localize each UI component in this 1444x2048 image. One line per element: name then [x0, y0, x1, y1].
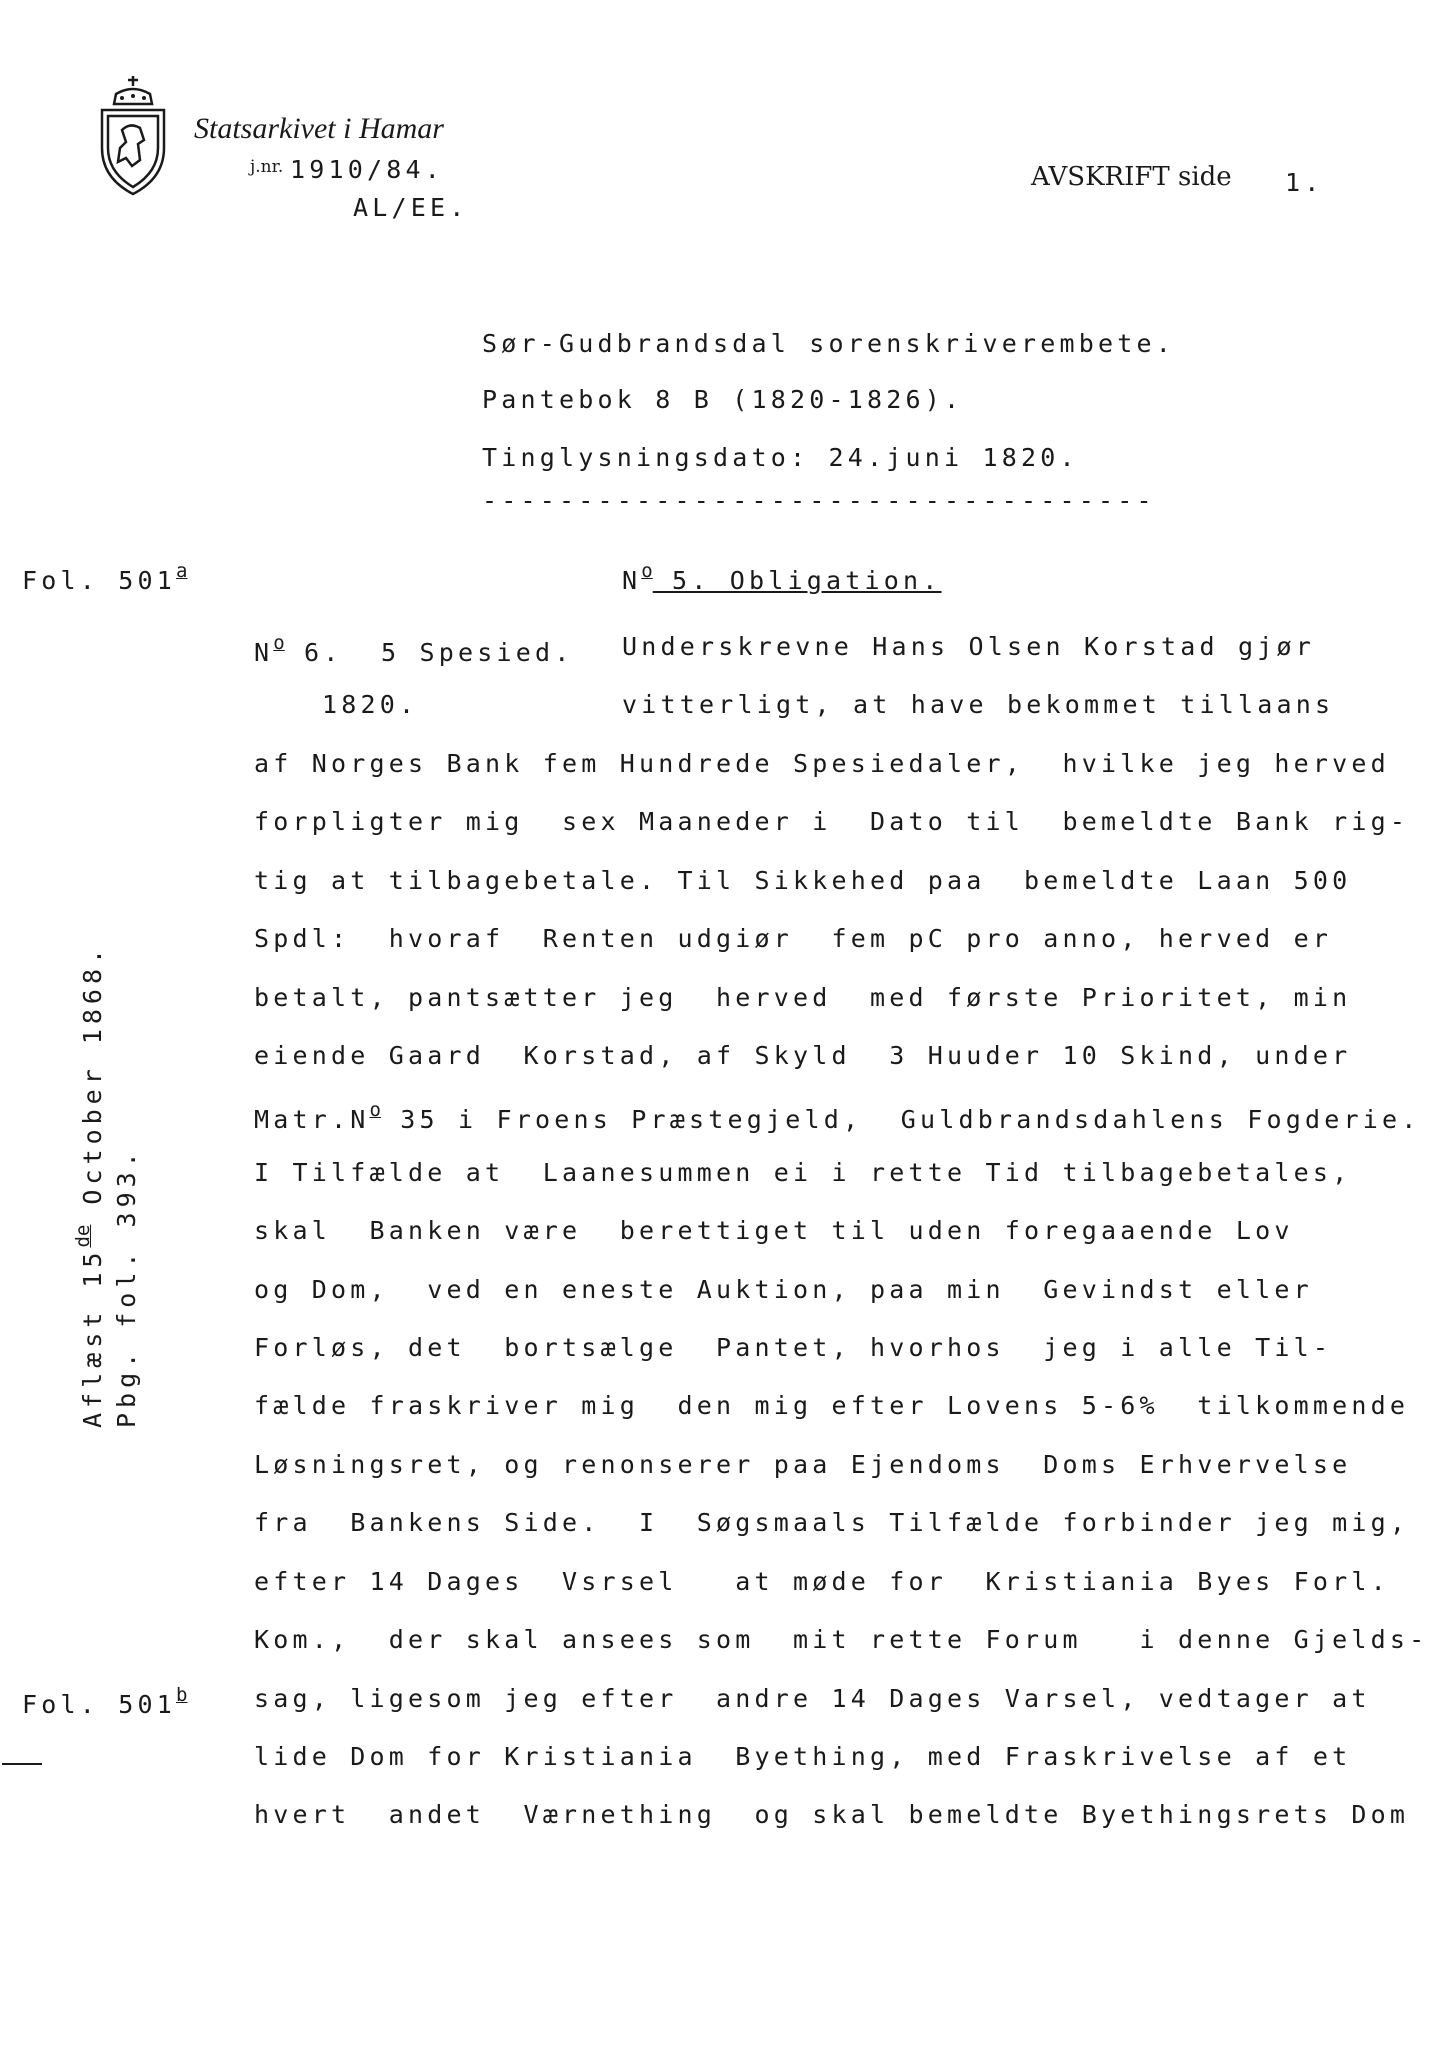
aflaest-pre: Aflæst 15 — [78, 1247, 107, 1428]
body-line: Forløs, det bortsælge Pantet, hvorhos jeg i alle Til- — [254, 1333, 1333, 1362]
page-number: 1. — [1285, 168, 1324, 197]
coat-of-arms-icon — [96, 70, 170, 200]
body-line: sag, ligesom jeg efter andre 14 Dages Varsel, vedtager at — [254, 1684, 1371, 1713]
book-line: Pantebok 8 B (1820-1826). — [482, 385, 964, 414]
folio-b-sup: b — [176, 1684, 188, 1706]
folio-a-text: Fol. 501 — [22, 566, 177, 595]
journal-label: j.nr. — [250, 157, 284, 177]
body-line: skal Banken være berettiget til uden foregaaende Lov — [254, 1216, 1294, 1245]
title-rest: 5. Obligation. — [652, 566, 942, 595]
copy-label: AVSKRIFT side — [1031, 162, 1232, 192]
body-line: Kom., der skal ansees som mit rette Forum i denne Gjelds- — [254, 1625, 1429, 1654]
entry-sup: o — [273, 632, 285, 654]
matr-rest: 35 i Froens Præstegjeld, Guldbrandsdahlens Fogderie. — [380, 1105, 1421, 1134]
body-line: efter 14 Dages Vsrsel at møde for Kristiania Byes Forl. — [254, 1567, 1390, 1596]
margin-divider — [2, 1763, 42, 1765]
pbg-note: Pbg. fol. 393. — [112, 1147, 141, 1428]
body-line: betalt, pantsætter jeg herved med første Prioritet, min — [254, 983, 1352, 1012]
body-line: hvert andet Værnething og skal bemeldte Byethingsrets Dom — [254, 1800, 1410, 1829]
separator-line: ----------------------------------- — [482, 486, 1156, 515]
body-line: I Tilfælde at Laanesummen ei i rette Tid tilbagebetales, — [254, 1158, 1352, 1187]
body-line: lide Dom for Kristiania Byething, med Fraskrivelse af et — [254, 1742, 1352, 1771]
folio-b-text: Fol. 501 — [22, 1690, 177, 1719]
document-title — [622, 560, 942, 595]
matr-sup: o — [369, 1099, 381, 1121]
registration-date: Tinglysningsdato: 24.juni 1820. — [482, 443, 1079, 472]
body-line: fælde fraskriver mig den mig efter Lovens 5-6% tilkommende — [254, 1391, 1410, 1420]
office-line: Sør-Gudbrandsdal sorenskriverembete. — [482, 329, 1176, 358]
aflaest-sup: de — [72, 1224, 94, 1248]
body-line: Løsningsret, og renonserer paa Ejendoms Doms Erhvervelse — [254, 1450, 1352, 1479]
folio-a-sup: a — [176, 560, 188, 582]
body-line-2: vitterligt, at have bekommet tillaans — [622, 690, 1335, 719]
matr-pre: Matr.N — [254, 1105, 370, 1134]
body-line: fra Bankens Side. I Søgsmaals Tilfælde forbinder jeg mig, — [254, 1508, 1410, 1537]
title-sup: o — [641, 560, 653, 582]
title-no: N — [622, 566, 642, 595]
journal-number: 1910/84. — [290, 155, 445, 184]
body-line: og Dom, ved en eneste Auktion, paa min Gevindst eller — [254, 1275, 1313, 1304]
body-line-matr — [254, 1099, 1421, 1134]
body-line-1: Underskrevne Hans Olsen Korstad gjør — [622, 632, 1316, 661]
aflaest-post: October 1868. — [78, 943, 107, 1225]
entry-number — [254, 632, 574, 667]
body-line: tig at tilbagebetale. Til Sikkehed paa bemeldte Laan 500 — [254, 866, 1352, 895]
entry-rest: 6. 5 Spesied. — [284, 638, 574, 667]
entry-year: 1820. — [322, 690, 419, 719]
folio-b — [22, 1684, 187, 1719]
body-line: Spdl: hvoraf Renten udgiør fem pC pro anno, herved er — [254, 924, 1333, 953]
aflaest-note — [72, 944, 107, 1428]
body-line: af Norges Bank fem Hundrede Spesiedaler, hvilke jeg herved — [254, 749, 1390, 778]
archive-name: Statsarkivet i Hamar — [194, 112, 444, 145]
body-line: eiende Gaard Korstad, af Skyld 3 Huuder 10 Skind, under — [254, 1041, 1352, 1070]
body-line: forpligter mig sex Maaneder i Dato til bemeldte Bank rig- — [254, 807, 1410, 836]
initials: AL/EE. — [353, 193, 469, 222]
folio-a — [22, 560, 187, 595]
entry-no: N — [254, 638, 274, 667]
